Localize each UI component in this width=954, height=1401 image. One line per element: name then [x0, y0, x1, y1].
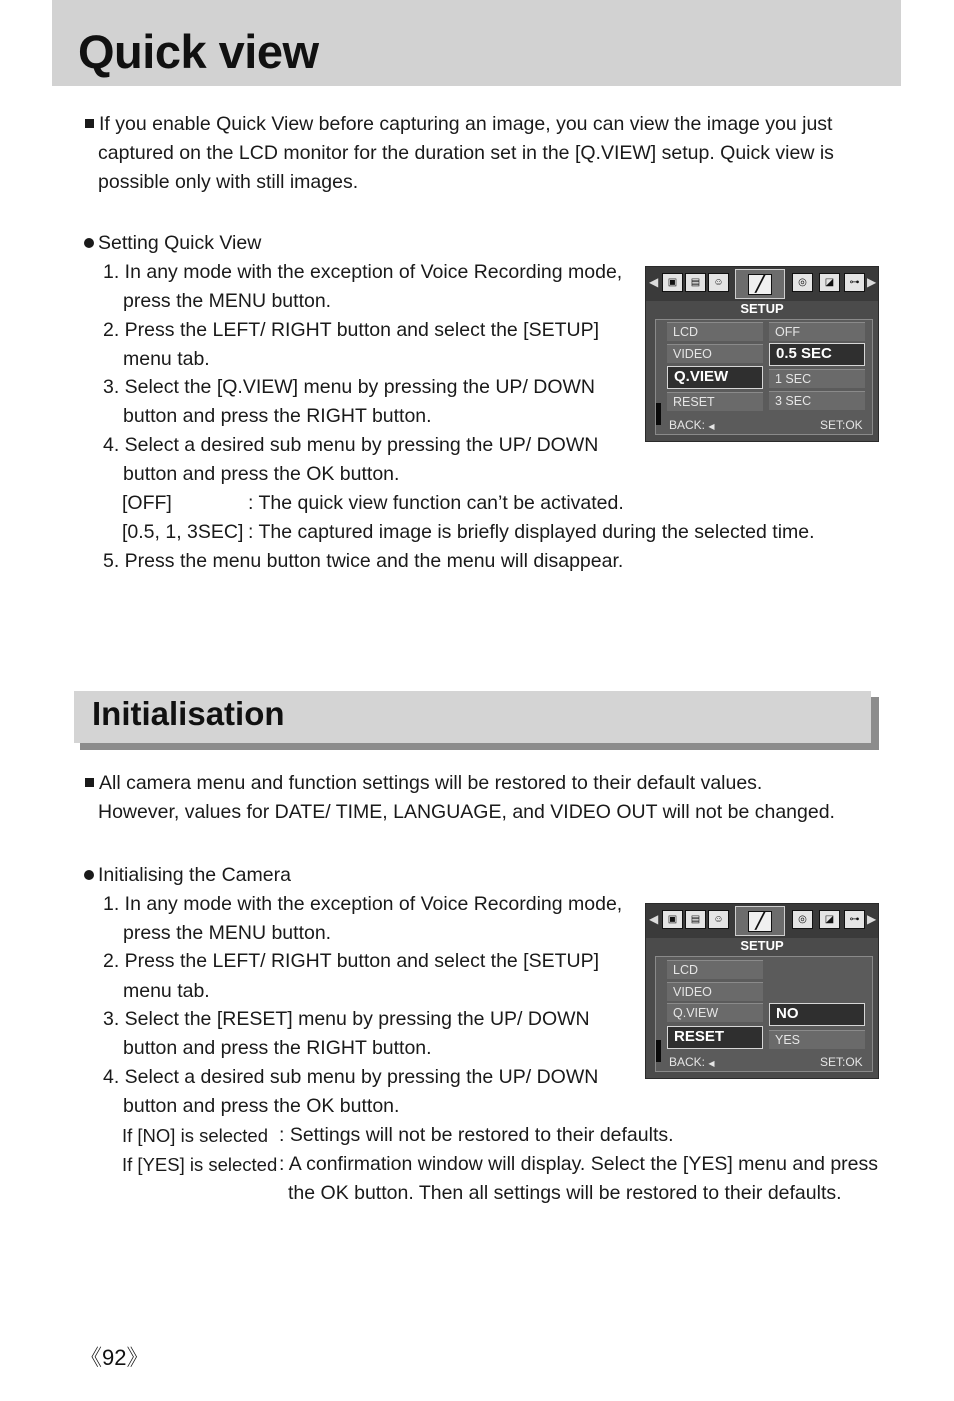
page-number: 《92》: [80, 1345, 149, 1370]
qv-step-3b: button and press the RIGHT button.: [123, 405, 432, 427]
tab-left-arrow-icon: ◀: [649, 275, 659, 289]
back-hint: BACK: ◀: [669, 1055, 715, 1069]
in-option-no-key: If [NO] is selected: [122, 1125, 268, 1146]
set-hint: SET:OK: [820, 1055, 863, 1069]
person-tab-icon: ☺: [708, 910, 729, 929]
qv-option-sec-key: [0.5, 1, 3SEC]: [122, 521, 244, 543]
display-tab-icon: ◪: [819, 910, 840, 929]
back-hint: BACK: ◀: [669, 418, 715, 432]
in-step-3: 3. Select the [RESET] menu by pressing the UP/ DOWN: [103, 1008, 590, 1030]
qv-option-sec-desc: : The captured image is briefly displayed during the selected time.: [248, 521, 815, 543]
menu-item-lcd: LCD: [667, 322, 763, 341]
key-tab-icon: ⊶: [844, 910, 865, 929]
square-bullet-icon: [85, 778, 94, 787]
submenu-off: OFF: [769, 322, 865, 341]
sound-tab-icon: ◎: [792, 273, 813, 292]
left-arrow-icon: ◀: [708, 422, 715, 431]
submenu-1sec: 1 SEC: [769, 369, 865, 388]
qv-step-4: 4. Select a desired sub menu by pressing the UP/ DOWN: [103, 434, 599, 456]
display-tab-icon: ◪: [819, 273, 840, 292]
qv-option-off-key: [OFF]: [122, 492, 172, 514]
menu-item-reset: RESET: [667, 1026, 763, 1049]
initialisation-title: Initialisation: [92, 695, 285, 732]
left-arrow-icon: ◀: [708, 1059, 715, 1068]
camera-mode-tab-icon: ▣: [662, 910, 683, 929]
tab-right-arrow-icon: ▶: [867, 275, 877, 289]
setup-header: SETUP: [740, 301, 784, 316]
qv-step-1: 1. In any mode with the exception of Voice Recording mode,: [103, 261, 623, 283]
qv-intro-line-2: captured on the LCD monitor for the duration set in the [Q.VIEW] setup. Quick view is: [98, 142, 834, 164]
wrench-icon: ╱: [748, 274, 772, 295]
set-hint: SET:OK: [820, 418, 863, 432]
round-bullet-icon: [84, 870, 94, 880]
setup-tab: [735, 906, 785, 936]
qv-step-2: 2. Press the LEFT/ RIGHT button and select the [SETUP]: [103, 319, 600, 341]
key-tab-icon: ⊶: [844, 273, 865, 292]
in-step-2: 2. Press the LEFT/ RIGHT button and select the [SETUP]: [103, 950, 600, 972]
in-subheading: Initialising the Camera: [84, 861, 291, 890]
reset-menu-screen: [645, 903, 879, 1079]
right-double-angle-icon: 》: [126, 1345, 149, 1370]
menu-item-qview: Q.VIEW: [667, 366, 763, 389]
in-option-no-desc: : Settings will not be restored to their defaults.: [279, 1124, 674, 1146]
qv-step-2b: menu tab.: [123, 348, 210, 370]
menu-scrollbar: [656, 1040, 661, 1062]
in-option-yes-key: If [YES] is selected: [122, 1154, 278, 1175]
menu-item-video: VIDEO: [667, 344, 763, 363]
in-step-3b: button and press the RIGHT button.: [123, 1037, 432, 1059]
person-tab-icon: ☺: [708, 273, 729, 292]
menu-item-lcd: LCD: [667, 960, 763, 979]
sound-tab-icon: ◎: [792, 910, 813, 929]
menu-scrollbar: [656, 403, 661, 425]
qv-step-1b: press the MENU button.: [123, 290, 332, 312]
left-double-angle-icon: 《: [80, 1345, 103, 1370]
in-option-yes-desc: : A confirmation window will display. Select the [YES] menu and press: [279, 1153, 879, 1175]
qv-step-4b: button and press the OK button.: [123, 463, 400, 485]
tab-right-arrow-icon: ▶: [867, 912, 877, 926]
qv-option-off-desc: : The quick view function can’t be activated.: [248, 492, 624, 514]
in-option-yes-desc-2: the OK button. Then all settings will be restored to their defaults.: [288, 1182, 842, 1204]
wrench-icon: ╱: [748, 911, 772, 932]
in-step-4b: button and press the OK button.: [123, 1095, 400, 1117]
qv-intro-line-1: If you enable Quick View before capturing an image, you can view the image you just: [85, 110, 832, 139]
square-bullet-icon: [85, 119, 94, 128]
camera-mode-tab-icon: ▣: [662, 273, 683, 292]
image-settings-tab-icon: ▤: [685, 273, 706, 292]
submenu-no: NO: [769, 1003, 865, 1026]
round-bullet-icon: [84, 238, 94, 248]
tab-left-arrow-icon: ◀: [649, 912, 659, 926]
menu-item-reset: RESET: [667, 392, 763, 411]
qv-intro-line-3: possible only with still images.: [98, 171, 359, 193]
qv-step-5: 5. Press the menu button twice and the menu will disappear.: [103, 550, 624, 572]
qv-subheading: Setting Quick View: [84, 229, 261, 258]
in-intro-line-1: All camera menu and function settings will be restored to their default values.: [85, 769, 762, 798]
quick-view-title: Quick view: [78, 25, 319, 78]
submenu-yes: YES: [769, 1030, 865, 1049]
setup-header: SETUP: [740, 938, 784, 953]
menu-item-video: VIDEO: [667, 982, 763, 1001]
menu-item-qview: Q.VIEW: [667, 1003, 763, 1022]
in-step-4: 4. Select a desired sub menu by pressing the UP/ DOWN: [103, 1066, 599, 1088]
submenu-05sec: 0.5 SEC: [769, 343, 865, 366]
in-step-1b: press the MENU button.: [123, 922, 332, 944]
qview-menu-screen: [645, 266, 879, 442]
in-intro-line-2: However, values for DATE/ TIME, LANGUAGE, and VIDEO OUT will not be changed.: [98, 801, 835, 823]
setup-tab: [735, 269, 785, 299]
qv-step-3: 3. Select the [Q.VIEW] menu by pressing the UP/ DOWN: [103, 376, 596, 398]
in-step-1: 1. In any mode with the exception of Voice Recording mode,: [103, 893, 623, 915]
in-step-2b: menu tab.: [123, 980, 210, 1002]
image-settings-tab-icon: ▤: [685, 910, 706, 929]
submenu-3sec: 3 SEC: [769, 391, 865, 410]
